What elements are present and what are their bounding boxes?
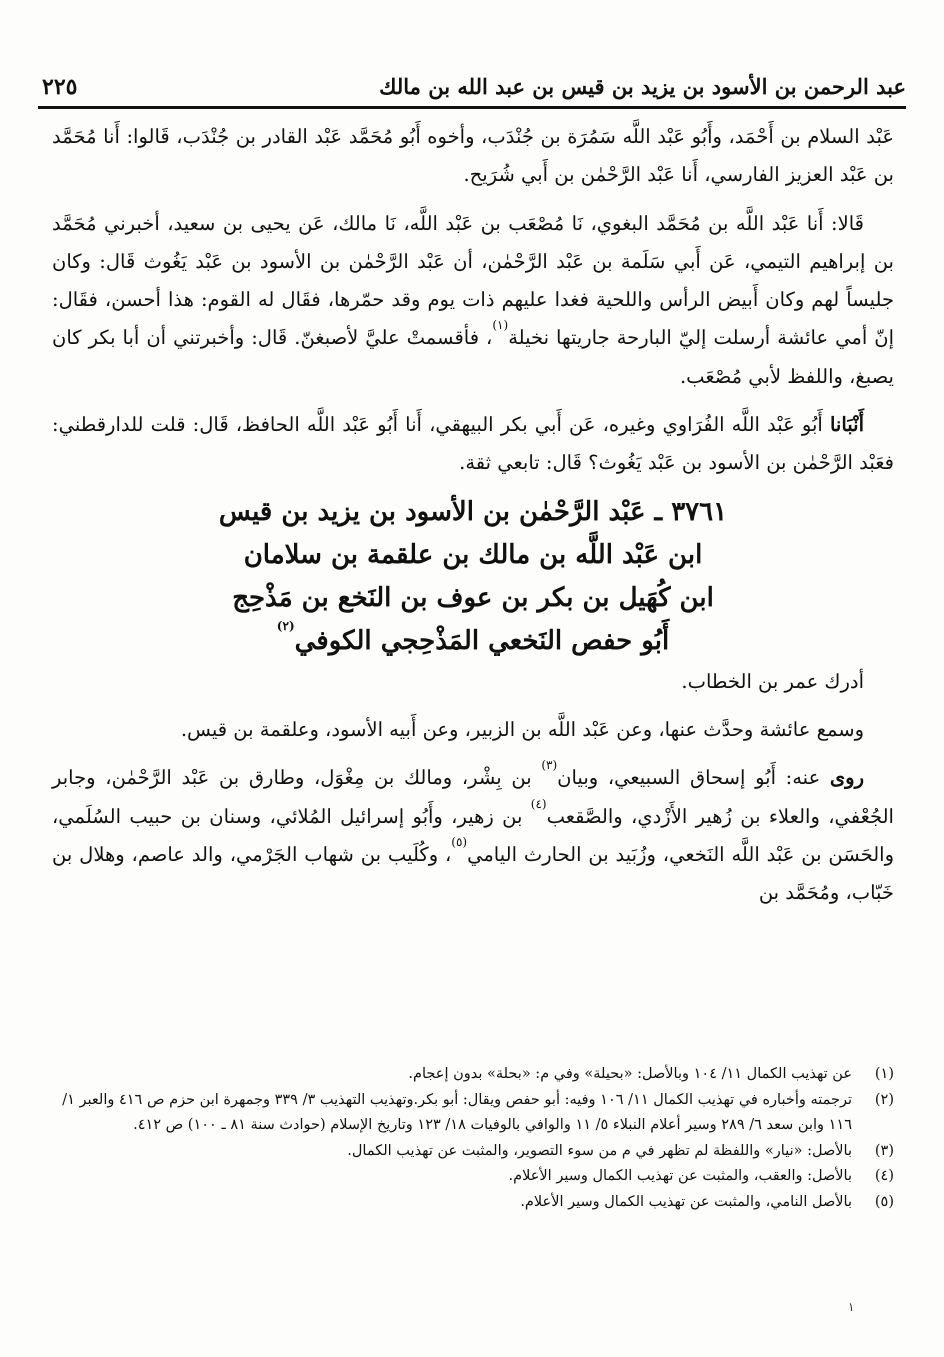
biography-heading-line-2: ابن عَبْد اللَّه بن مالك بن علقمة بن سلامان xyxy=(243,539,703,570)
biography-heading-line-1: ٣٧٦١ ـ عَبْد الرَّحْمٰن بن الأسود بن يزيد بن قيس xyxy=(218,496,728,527)
paragraph-6 xyxy=(52,759,894,912)
footnotes xyxy=(52,1062,894,1215)
paragraph-2-rest: ، فأقسمتْ عليَّ لأصبغنّ. قَال: وأخبرتني أن أبا بكر كان يصبغ، واللفظ لأبي مُصْعَب. xyxy=(52,326,894,388)
biography-heading-line-4 xyxy=(52,620,894,663)
footnote-5-number: (٥) xyxy=(874,1193,894,1210)
paragraph-2 xyxy=(52,205,894,396)
footnote-ref-4: (٤) xyxy=(530,796,547,811)
paragraph-3-text: أَبُو عَبْد اللَّه الفُرَاوي وغيره، عَن أَبي بكر البيهقي، أَنا أَبُو عَبْد اللَّه الحافظ، قَال: قلت للدارقطني: فعَبْد الرَّحْمٰن بن الأسود بن عَبْد يَغُوث؟ قَال: تابعي ثقة. xyxy=(52,413,894,475)
header-title: عبد الرحمن بن الأسود بن يزيد بن قيس بن عبد الله بن مالك xyxy=(379,74,906,99)
page-number: ٢٢٥ xyxy=(42,74,78,100)
paragraph-5: وسمع عائشة وحدَّث عنها، وعن عَبْد اللَّه بن الزبير، وعن أَبيه الأسود، وعلقمة بن قيس. xyxy=(180,717,864,741)
footnote-3 xyxy=(52,1139,894,1165)
footnote-4-text: بالأصل: والعقب، والمثبت عن تهذيب الكمال وسير الأعلام. xyxy=(508,1168,852,1184)
paragraph-4: أدرك عمر بن الخطاب. xyxy=(681,669,864,693)
footnote-2 xyxy=(52,1088,894,1139)
paragraph-6-lead: روى xyxy=(829,766,864,790)
paragraph-6-text-d: ، وكُلَيب بن شهاب الجَرْمي، والد عاصم، وهلال بن خَبّاب، ومُحَمَّد بن xyxy=(52,842,894,905)
paragraph-6-text-b: بن بِشْر، ومالك بن مِغْوَل، وطارق بن عَبْد الرَّحْمٰن، وجابر الجُعْفي، والعلاء بن زُهير الأَزْدي، والصَّقعب xyxy=(52,766,894,828)
paragraph-6-text-c: بن زهير، وأَبُو إسرائيل المُلائي، وسنان بن حبيب السُلَمي، والحَسَن بن عَبْد اللَّه النَخعي، وزُبَيد بن الحارث اليامي xyxy=(52,804,894,866)
footnote-4 xyxy=(52,1164,894,1190)
paragraph-2-text: قَالا: أَنا عَبْد اللَّه بن مُحَمَّد البغوي، نَا مُصْعَب بن عَبْد اللَّه، نَا مالك، عَن يحيى بن سعيد، أخبرني مُحَمَّد بن إبراهيم التيمي، عَن أَبي سَلَمة بن عَبْد الرَّحْمٰن، أن عَبْد الرَّحْمٰن بن الأسود بن عَبْد يَغُوث قَال: وكان جليساً لهم وكان أَبيض الرأس واللحية فغدا عليهم ذات يوم وقد حمّرها، فقَال له القوم: هذا أحسن، فقَال: إنّ أمي عائشة أرسلت إليّ البارحة جاريتها نخيلة xyxy=(52,211,894,350)
running-header xyxy=(38,72,906,109)
biography-heading-line-3: ابن كُهَيل بن بكر بن عوف بن النَخع بن مَذْحِج xyxy=(232,582,714,613)
paragraph-6-text-a: عنه: أَبُو إسحاق السبيعي، وبيان xyxy=(557,766,830,790)
footnote-3-text: بالأصل: «نيار» واللفظة لم تظهر في م من سوء التصوير، والمثبت عن تهذيب الكمال. xyxy=(347,1142,852,1159)
paragraph-1: عَبْد السلام بن أَحْمَد، وأَبُو عَبْد اللَّه سَمُرَة بن جُنْدَب، وأخوه أَبُو مُحَمَّد عَبْد القادر بن جُنْدَب، قَالوا: أَنا مُحَمَّد بن عَبْد العزيز الفارسي، أَنا عَبْد الرَّحْمٰن بن أَبي شُرَيح. xyxy=(52,125,894,187)
footnote-2-text: ترجمته وأخباره في تهذيب الكمال ١١/ ١٠٦ وفيه: أبو حفص ويقال: أبو بكر.وتهذيب التهذيب ٣/ ٣٣٩ وجمهرة ابن حزم ص ٤١٦ والعبر ١/ ١١٦ وابن سعد ٦/ ٢٨٩ وسير أعلام النبلاء ٥/ ١١ والوافي بالوفيات ١٨/ ١٢٣ وتاريخ الإسلام (حوادث سنة ٨١ ـ ١٠٠) ص ٤١٢. xyxy=(62,1091,852,1133)
footnote-ref-3: (٣) xyxy=(541,758,558,773)
footnote-1-text: عن تهذيب الكمال ١١/ ١٠٤ وبالأصل: «بحيلة» وفي م: «بحلة» بدون إعجام. xyxy=(408,1066,852,1082)
footnote-ref-5: (٥) xyxy=(451,834,468,849)
footnote-ref-1: (١) xyxy=(492,318,509,333)
footnote-1-number: (١) xyxy=(874,1066,894,1082)
paragraph-3 xyxy=(52,406,894,483)
footnote-5-text: بالأصل النامي، والمثبت عن تهذيب الكمال وسير الأعلام. xyxy=(520,1193,852,1210)
paragraph-3-lead: أَنْبَانا xyxy=(829,413,864,437)
footnote-3-number: (٣) xyxy=(874,1142,894,1159)
corner-mark: ١ xyxy=(848,1300,855,1314)
biography-heading xyxy=(52,491,894,663)
footnote-ref-2: (٢) xyxy=(276,618,295,633)
footnote-5 xyxy=(52,1190,894,1216)
footnote-2-number: (٢) xyxy=(874,1091,894,1108)
main-text xyxy=(52,118,894,912)
biography-heading-line-4-text: أَبُو حفص النَخعي المَذْحِجي الكوفي xyxy=(294,625,670,656)
footnote-1 xyxy=(52,1062,894,1088)
footnote-4-number: (٤) xyxy=(874,1168,894,1184)
